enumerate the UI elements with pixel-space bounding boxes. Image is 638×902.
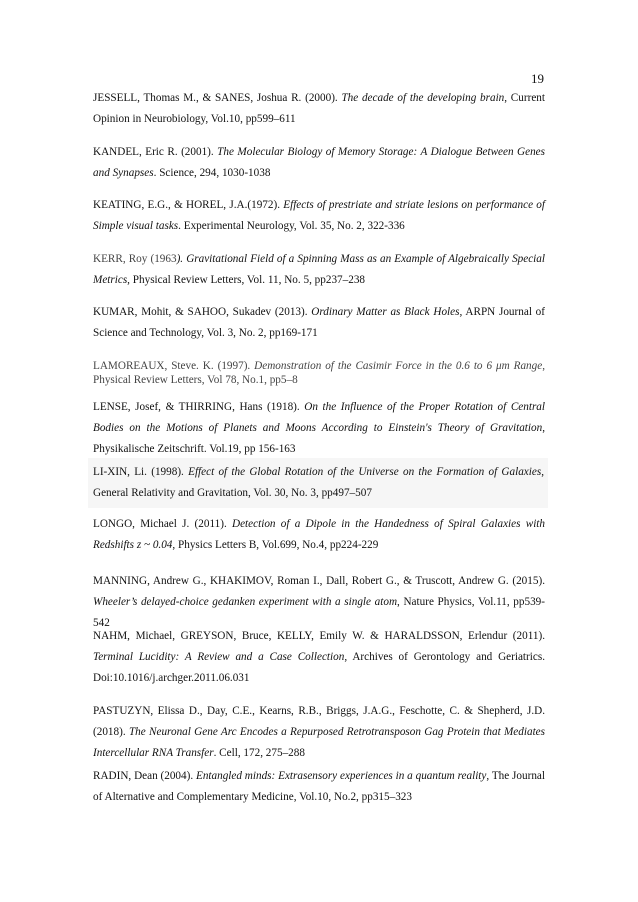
page-number: 19 bbox=[531, 71, 544, 86]
reference-source: . Experimental Neurology, Vol. 35, No. 2, 322-336 bbox=[178, 220, 405, 232]
reference-title: Effect of the Global Rotation of the Universe on the Formation of Galaxies bbox=[188, 466, 542, 478]
reference-authors: MANNING, Andrew G., KHAKIMOV, Roman I., Dall, Robert G., & Truscott, Andrew G. (2015). bbox=[93, 575, 545, 587]
reference-kumar bbox=[93, 302, 545, 344]
reference-lamoreaux bbox=[93, 359, 545, 387]
reference-source: , Archives of Gerontology and Geriatrics. Doi:10.1016/j.archger.2011.06.031 bbox=[93, 651, 545, 684]
reference-authors: JESSELL, Thomas M., & SANES, Joshua R. (2000). bbox=[93, 92, 342, 104]
reference-source: , Physics Letters B, Vol.699, No.4, pp224-229 bbox=[172, 539, 379, 551]
reference-title: The Neuronal Gene Arc Encodes a Repurposed Retrotransposon Gag Protein that Mediates Intercellular RNA Transfer bbox=[93, 726, 545, 759]
reference-jessell bbox=[93, 88, 545, 130]
reference-source: , The Journal of Alternative and Complementary Medicine, Vol.10, No.2, pp315–323 bbox=[93, 770, 545, 803]
reference-authors: LI-XIN, Li. (1998). bbox=[93, 466, 189, 478]
reference-source: Physical Review Letters, Vol. 11, No. 5, pp237–238 bbox=[129, 274, 366, 286]
reference-title: Entangled minds: Extrasensory experiences in a quantum reality bbox=[195, 770, 487, 782]
reference-authors: RADIN, Dean (2004). bbox=[93, 770, 196, 782]
reference-authors: NAHM, Michael, GREYSON, Bruce, KELLY, Emily W. & HARALDSSON, Erlendur (2011). bbox=[93, 630, 545, 642]
reference-source: , General Relativity and Gravitation, Vol. 30, No. 3, pp497–507 bbox=[93, 466, 545, 499]
reference-kandel bbox=[93, 142, 545, 184]
reference-title: Detection of a Dipole in the Handedness of Spiral Galaxies with Redshifts z ~ 0.04 bbox=[93, 518, 545, 551]
reference-nahm bbox=[93, 626, 545, 689]
reference-source: . Cell, 172, 275–288 bbox=[213, 747, 305, 759]
reference-title: Demonstration of the Casimir Force in the 0.6 to 6 μm Range bbox=[254, 360, 543, 372]
reference-authors: LENSE, Josef, & THIRRING, Hans (1918). bbox=[93, 401, 305, 413]
reference-radin bbox=[93, 766, 545, 808]
reference-title: Wheeler’s delayed-choice gedanken experiment with a single atom bbox=[93, 596, 398, 608]
reference-source: , Physikalische Zeitschrift. Vol.19, pp 156-163 bbox=[93, 422, 545, 455]
reference-manning bbox=[93, 571, 545, 634]
reference-lense bbox=[93, 397, 545, 460]
reference-title: Terminal Lucidity: A Review and a Case Collection bbox=[93, 651, 345, 663]
reference-title: On the Influence of the Proper Rotation of Central Bodies on the Motions of Planets and Moons According to Einstein's Theory of Gravitation bbox=[93, 401, 546, 434]
reference-authors: LONGO, Michael J. (2011). bbox=[93, 518, 233, 530]
reference-title: Ordinary Matter as Black Holes, bbox=[311, 306, 463, 318]
reference-kerr bbox=[93, 249, 545, 291]
reference-authors: LAMOREAUX, Steve. K. (1997). bbox=[93, 360, 255, 372]
reference-source: . Science, 294, 1030-1038 bbox=[153, 167, 271, 179]
reference-authors: KUMAR, Mohit, & SAHOO, Sukadev (2013). bbox=[93, 306, 312, 318]
reference-source: , Current Opinion in Neurobiology, Vol.10, pp599–611 bbox=[93, 92, 545, 125]
reference-title: Effects of prestriate and striate lesions on performance of Simple visual tasks bbox=[93, 199, 545, 232]
reference-source: , Nature Physics, Vol.11, pp539-542 bbox=[93, 596, 545, 629]
reference-title: The decade of the developing brain bbox=[341, 92, 505, 104]
reference-longo bbox=[93, 514, 545, 556]
reference-source: ARPN Journal of Science and Technology, Vol. 3, No. 2, pp169-171 bbox=[93, 306, 545, 339]
reference-authors: KERR, Roy (1963 bbox=[93, 253, 177, 265]
reference-authors: KANDEL, Eric R. (2001). bbox=[93, 146, 218, 158]
reference-source: , Physical Review Letters, Vol 78, No.1, pp5–8 bbox=[93, 360, 545, 386]
reference-authors: PASTUZYN, Elissa D., Day, C.E., Kearns, R.B., Briggs, J.A.G., Feschotte, C. & Shepherd, J.D.(2018). bbox=[93, 705, 545, 738]
reference-keating bbox=[93, 195, 545, 237]
reference-title: ). Gravitational Field of a Spinning Mass as an Example of Algebraically Special Metrics, bbox=[93, 253, 545, 286]
reference-pastuzyn bbox=[93, 701, 545, 764]
reference-title: The Molecular Biology of Memory Storage: A Dialogue Between Genes and Synapses bbox=[93, 146, 545, 179]
reference-authors: KEATING, E.G., & HOREL, J.A.(1972). bbox=[93, 199, 284, 211]
reference-li-xin bbox=[88, 458, 548, 508]
